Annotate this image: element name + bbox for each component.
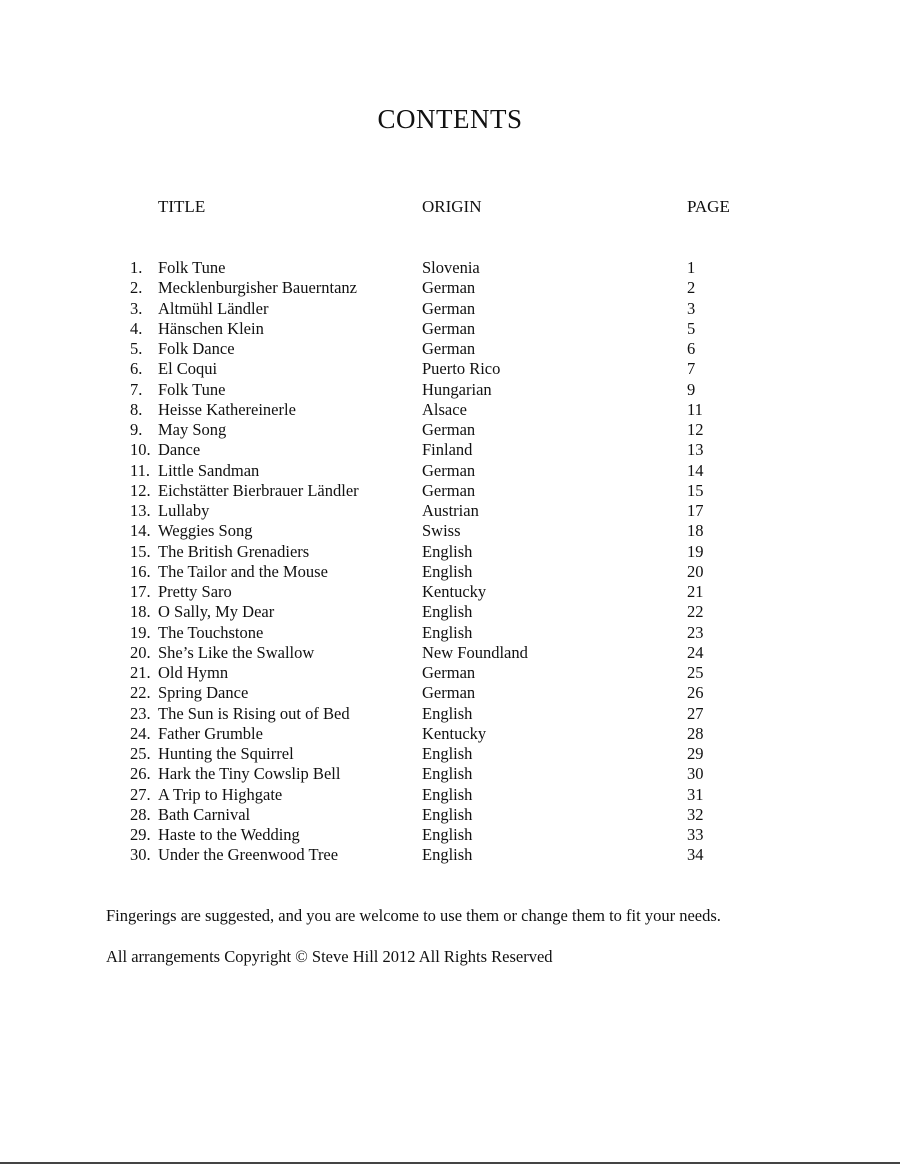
entry-title: El Coqui: [158, 359, 218, 379]
contents-list: [0, 258, 900, 866]
entry-title: The Sun is Rising out of Bed: [158, 703, 350, 723]
entry-title: She’s Like the Swallow: [158, 642, 315, 662]
entry-page: 26: [687, 683, 704, 703]
entry-number: 1.: [130, 258, 143, 277]
entry-number: 2.: [130, 278, 143, 298]
entry-number: 7.: [130, 379, 143, 399]
entry-page: 1: [687, 258, 696, 277]
entry-title: O Sally, My Dear: [158, 602, 275, 622]
entry-origin: German: [422, 420, 476, 439]
entry-title: Little Sandman: [158, 460, 260, 480]
entry-number: 14.: [130, 521, 151, 541]
entry-title: Folk Dance: [158, 339, 235, 358]
entry-number: 17.: [130, 582, 151, 601]
entry-page: 5: [687, 318, 696, 338]
entry-title: Eichstätter Bierbrauer Ländler: [158, 480, 359, 500]
entry-title: May Song: [158, 420, 227, 439]
entry-page: 25: [687, 663, 704, 682]
entry-number: 22.: [130, 683, 151, 703]
contents-row: [0, 683, 900, 703]
entry-origin: English: [422, 784, 473, 804]
contents-row: [0, 299, 900, 319]
contents-row: [0, 744, 900, 764]
entry-title: Bath Carnival: [158, 804, 251, 824]
entry-number: 16.: [130, 561, 151, 581]
entry-number: 27.: [130, 784, 151, 804]
entry-title: Mecklenburgisher Bauerntanz: [158, 278, 357, 298]
entry-number: 20.: [130, 642, 151, 662]
entry-page: 9: [687, 379, 696, 399]
entry-page: 34: [687, 845, 704, 865]
entry-origin: English: [422, 703, 473, 723]
contents-row: [0, 359, 900, 379]
entry-number: 9.: [130, 420, 143, 439]
contents-row: [0, 501, 900, 521]
entry-page: 15: [687, 480, 704, 500]
entry-number: 23.: [130, 703, 151, 723]
contents-row: [0, 258, 900, 278]
entry-title: Spring Dance: [158, 683, 249, 703]
entry-title: Under the Greenwood Tree: [158, 845, 339, 865]
contents-row: [0, 380, 900, 400]
entry-page: 20: [687, 561, 704, 581]
entry-number: 12.: [130, 480, 151, 500]
entry-origin: English: [422, 825, 473, 844]
entry-page: 33: [687, 825, 704, 844]
contents-row: [0, 764, 900, 784]
contents-row: [0, 663, 900, 683]
entry-origin: Finland: [422, 440, 473, 460]
entry-page: 27: [687, 703, 704, 723]
entry-page: 21: [687, 582, 704, 601]
entry-page: 18: [687, 521, 704, 541]
entry-origin: German: [422, 298, 476, 318]
entry-origin: German: [422, 278, 476, 298]
entry-page: 23: [687, 622, 704, 642]
entry-origin: English: [422, 744, 473, 763]
entry-page: 13: [687, 440, 704, 460]
entry-number: 13.: [130, 501, 151, 520]
entry-page: 30: [687, 764, 704, 784]
contents-row: [0, 623, 900, 643]
entry-page: 3: [687, 298, 696, 318]
entry-origin: German: [422, 480, 476, 500]
entry-number: 5.: [130, 339, 143, 358]
entry-origin: English: [422, 541, 473, 561]
entry-origin: English: [422, 845, 473, 865]
entry-origin: German: [422, 318, 476, 338]
entry-number: 30.: [130, 845, 151, 865]
entry-number: 10.: [130, 440, 151, 460]
entry-title: Altmühl Ländler: [158, 298, 269, 318]
contents-row: [0, 319, 900, 339]
contents-row: [0, 461, 900, 481]
entry-origin: English: [422, 804, 473, 824]
entry-title: Folk Tune: [158, 379, 226, 399]
entry-number: 28.: [130, 804, 151, 824]
entry-page: 22: [687, 602, 704, 622]
entry-origin: Slovenia: [422, 258, 480, 277]
entry-page: 19: [687, 541, 704, 561]
entry-number: 4.: [130, 318, 143, 338]
page-title: CONTENTS: [377, 104, 523, 134]
copyright-notice: All arrangements Copyright © Steve Hill 2012 All Rights Reserved: [106, 947, 553, 966]
entry-origin: Alsace: [422, 399, 467, 419]
column-header-page: PAGE: [687, 197, 730, 216]
entry-origin: Swiss: [422, 521, 461, 541]
entry-title: The Touchstone: [158, 622, 264, 642]
entry-title: Folk Tune: [158, 258, 226, 277]
column-header-title: TITLE: [158, 197, 206, 216]
contents-row: [0, 724, 900, 744]
entry-number: 25.: [130, 744, 151, 763]
contents-row: [0, 339, 900, 359]
contents-row: [0, 521, 900, 541]
entry-origin: German: [422, 460, 476, 480]
contents-row: [0, 562, 900, 582]
contents-row: [0, 278, 900, 298]
entry-title: Lullaby: [158, 501, 210, 520]
entry-origin: English: [422, 561, 473, 581]
entry-page: 12: [687, 420, 704, 439]
entry-title: Heisse Kathereinerle: [158, 399, 296, 419]
fingering-note: Fingerings are suggested, and you are welcome to use them or change them to fit your needs.: [106, 906, 721, 925]
entry-title: Old Hymn: [158, 663, 229, 682]
entry-title: The Tailor and the Mouse: [158, 561, 328, 581]
entry-page: 28: [687, 723, 704, 743]
entry-number: 3.: [130, 298, 143, 318]
entry-origin: German: [422, 339, 476, 358]
contents-row: [0, 785, 900, 805]
entry-title: Dance: [158, 440, 201, 460]
entry-number: 19.: [130, 622, 151, 642]
contents-row: [0, 542, 900, 562]
entry-title: Hänschen Klein: [158, 318, 264, 338]
entry-page: 7: [687, 359, 696, 379]
contents-row: [0, 481, 900, 501]
entry-title: Haste to the Wedding: [158, 825, 300, 844]
entry-origin: Hungarian: [422, 379, 492, 399]
entry-page: 14: [687, 460, 704, 480]
entry-number: 18.: [130, 602, 151, 622]
entry-number: 8.: [130, 399, 143, 419]
entry-page: 29: [687, 744, 704, 763]
entry-title: Hunting the Squirrel: [158, 744, 294, 763]
contents-row: [0, 643, 900, 663]
contents-row: [0, 845, 900, 865]
entry-page: 32: [687, 804, 704, 824]
entry-origin: German: [422, 663, 476, 682]
entry-origin: New Foundland: [422, 642, 528, 662]
contents-row: [0, 420, 900, 440]
entry-number: 24.: [130, 723, 151, 743]
entry-origin: Kentucky: [422, 723, 487, 743]
contents-row: [0, 825, 900, 845]
entry-page: 6: [687, 339, 696, 358]
entry-origin: Puerto Rico: [422, 359, 501, 379]
contents-row: [0, 400, 900, 420]
entry-number: 21.: [130, 663, 151, 682]
entry-origin: Kentucky: [422, 582, 487, 601]
entry-number: 6.: [130, 359, 143, 379]
entry-origin: German: [422, 683, 476, 703]
entry-title: Hark the Tiny Cowslip Bell: [158, 764, 341, 784]
entry-origin: English: [422, 764, 473, 784]
contents-row: [0, 704, 900, 724]
contents-row: [0, 440, 900, 460]
entry-origin: English: [422, 622, 473, 642]
entry-title: Father Grumble: [158, 723, 263, 743]
entry-number: 15.: [130, 541, 151, 561]
entry-page: 24: [687, 642, 704, 662]
contents-row: [0, 805, 900, 825]
entry-page: 31: [687, 784, 704, 804]
contents-row: [0, 602, 900, 622]
entry-title: Pretty Saro: [158, 582, 232, 601]
entry-title: The British Grenadiers: [158, 541, 310, 561]
entry-title: Weggies Song: [158, 521, 253, 541]
entry-page: 11: [687, 399, 703, 419]
contents-row: [0, 582, 900, 602]
entry-title: A Trip to Highgate: [158, 784, 283, 804]
entry-number: 11.: [130, 460, 151, 480]
entry-page: 17: [687, 501, 704, 520]
entry-page: 2: [687, 278, 696, 298]
entry-number: 26.: [130, 764, 151, 784]
column-header-origin: ORIGIN: [422, 197, 482, 216]
entry-origin: English: [422, 602, 473, 622]
entry-number: 29.: [130, 825, 151, 844]
entry-origin: Austrian: [422, 501, 479, 520]
